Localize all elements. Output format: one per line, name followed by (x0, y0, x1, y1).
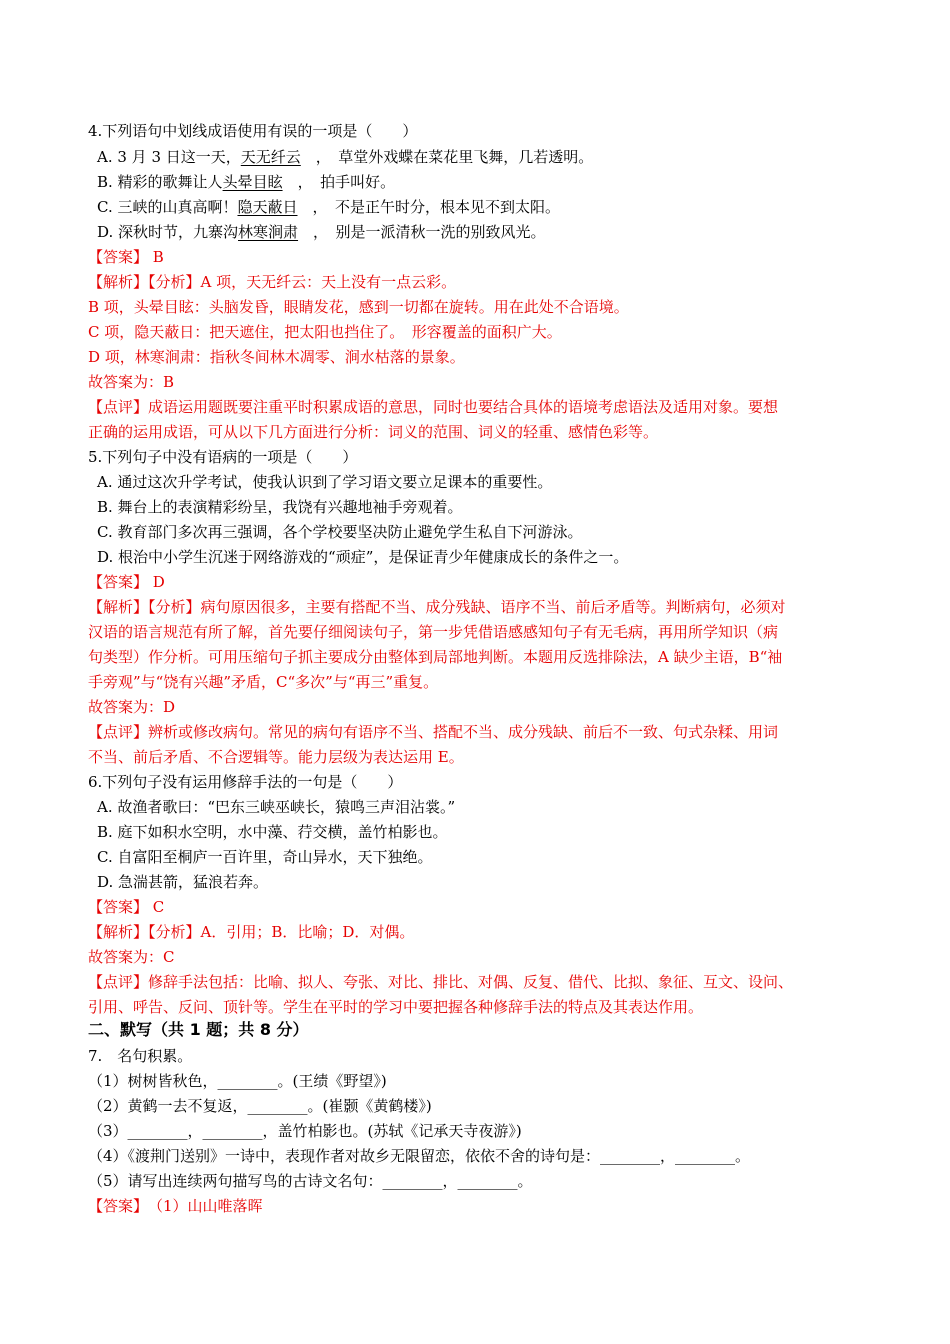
q4-option-d: D. 深秋时节，九寨沟林寒涧肃 ， 别是一派清秋一洗的别致风光。 (97, 223, 546, 241)
q6-analysis-line: 【解析】【分析】A．引用；B．比喻；D．对偶。 (88, 923, 415, 941)
q7-item: （3）________，________，盖竹柏影也。(苏轼《记承天寺夜游》) (88, 1122, 522, 1140)
q6-stem: 6.下列句子没有运用修辞手法的一句是（ ） (88, 773, 403, 791)
q6-conclusion: 故答案为：C (88, 948, 175, 966)
q4-option-c: C. 三峡的山真高啊！隐天蔽日 ， 不是正午时分，根本见不到太阳。 (97, 198, 561, 216)
q6-option-b: B. 庭下如积水空明，水中藻、荇交横，盖竹柏影也。 (97, 823, 448, 841)
q4-option-b: B. 精彩的歌舞让人头晕目眩 ， 拍手叫好。 (97, 173, 396, 191)
q5-option-a: A. 通过这次升学考试，使我认识到了学习语文要立足课本的重要性。 (97, 473, 553, 491)
q5-option-d: D. 根治中小学生沉迷于网络游戏的“顽症”，是保证青少年健康成长的条件之一。 (97, 548, 629, 566)
q4-option-c-idiom: 隐天蔽日 (237, 198, 298, 216)
q4-option-a-idiom: 天无纤云 (240, 148, 301, 166)
q7-item: （5）请写出连续两句描写鸟的古诗文名句：________，________。 (88, 1172, 533, 1190)
q6-option-a: A. 故渔者歌曰：“巴东三峡巫峡长，猿鸣三声泪沾裳。” (97, 798, 456, 816)
q7-item: （1）树树皆秋色，________。(王绩《野望》) (88, 1072, 387, 1090)
q7-stem: 7. 名句积累。 (88, 1047, 193, 1065)
q4-answer: 【答案】 B (88, 248, 164, 266)
q4-conclusion: 故答案为：B (88, 373, 175, 391)
q4-option-d-idiom: 林寒涧肃 (238, 223, 299, 241)
q4-option-b-idiom: 头晕目眩 (222, 173, 283, 191)
q5-stem: 5.下列句子中没有语病的一项是（ ） (88, 448, 358, 466)
q4-stem: 4.下列语句中划线成语使用有误的一项是（ ） (88, 122, 418, 140)
q6-answer: 【答案】 C (88, 898, 165, 916)
q4-comment-line: 【点评】成语运用题既要注重平时积累成语的意思，同时也要结合具体的语境考虑语法及适用对象。要想 (88, 398, 779, 416)
q5-option-b: B. 舞台上的表演精彩纷呈，我饶有兴趣地袖手旁观着。 (97, 498, 463, 516)
q5-answer: 【答案】 D (88, 573, 165, 591)
q4-option-a: A. 3 月 3 日这一天，天无纤云 ， 草堂外戏蝶在菜花里飞舞，几若透明。 (97, 148, 594, 166)
q4-comment-line: 正确的运用成语，可从以下几方面进行分析：词义的范围、词义的轻重、感情色彩等。 (88, 423, 659, 441)
q7-item: （2）黄鹤一去不复返，________。(崔颢《黄鹤楼》) (88, 1097, 432, 1115)
q5-comment-line: 不当、前后矛盾、不合逻辑等。能力层级为表达运用 E。 (88, 748, 464, 766)
q4-analysis-line: 【解析】【分析】A 项，天无纤云：天上没有一点云彩。 (88, 273, 457, 291)
q6-comment-line: 【点评】修辞手法包括：比喻、拟人、夸张、对比、排比、对偶、反复、借代、比拟、象征、互文、设问、 (88, 973, 794, 991)
q7-answer: 【答案】 （1）山山唯落晖 (88, 1197, 263, 1215)
q5-analysis-line: 句类型）作分析。可用压缩句子抓主要成分由整体到局部地判断。本题用反选排除法，A 缺少主语，B“袖 (88, 648, 783, 666)
q6-option-c: C. 自富阳至桐庐一百许里，奇山异水，天下独绝。 (97, 848, 433, 866)
q6-comment-line: 引用、呼告、反问、顶针等。学生在平时的学习中要把握各种修辞手法的特点及其表达作用。 (88, 998, 704, 1016)
q4-analysis-line: B 项，头晕目眩：头脑发昏，眼睛发花，感到一切都在旋转。用在此处不合语境。 (88, 298, 629, 316)
q5-analysis-line: 汉语的语言规范有所了解，首先要仔细阅读句子，第一步凭借语感感知句子有无毛病，再用所学知识（病 (88, 623, 779, 641)
q5-conclusion: 故答案为：D (88, 698, 176, 716)
q5-analysis-line: 手旁观”与“饶有兴趣”矛盾，C“多次”与“再三”重复。 (88, 673, 439, 691)
q5-comment-line: 【点评】辨析或修改病句。常见的病句有语序不当、搭配不当、成分残缺、前后不一致、句式杂糅、用词 (88, 723, 779, 741)
q5-analysis-line: 【解析】【分析】病句原因很多，主要有搭配不当、成分残缺、语序不当、前后矛盾等。判断病句，必须对 (88, 598, 786, 616)
q5-option-c: C. 教育部门多次再三强调，各个学校要坚决防止避免学生私自下河游泳。 (97, 523, 583, 541)
section-heading: 二、默写（共 1 题；共 8 分） (88, 1020, 309, 1039)
q7-item: （4）《渡荆门送别》一诗中，表现作者对故乡无限留恋，依依不舍的诗句是：________，________。 (88, 1147, 751, 1165)
q4-analysis-line: C 项，隐天蔽日：把天遮住，把太阳也挡住了。 形容覆盖的面积广大。 (88, 323, 562, 341)
q4-analysis-line: D 项，林寒涧肃：指秋冬间林木凋零、涧水枯落的景象。 (88, 348, 465, 366)
q6-option-d: D. 急湍甚箭，猛浪若奔。 (97, 873, 269, 891)
